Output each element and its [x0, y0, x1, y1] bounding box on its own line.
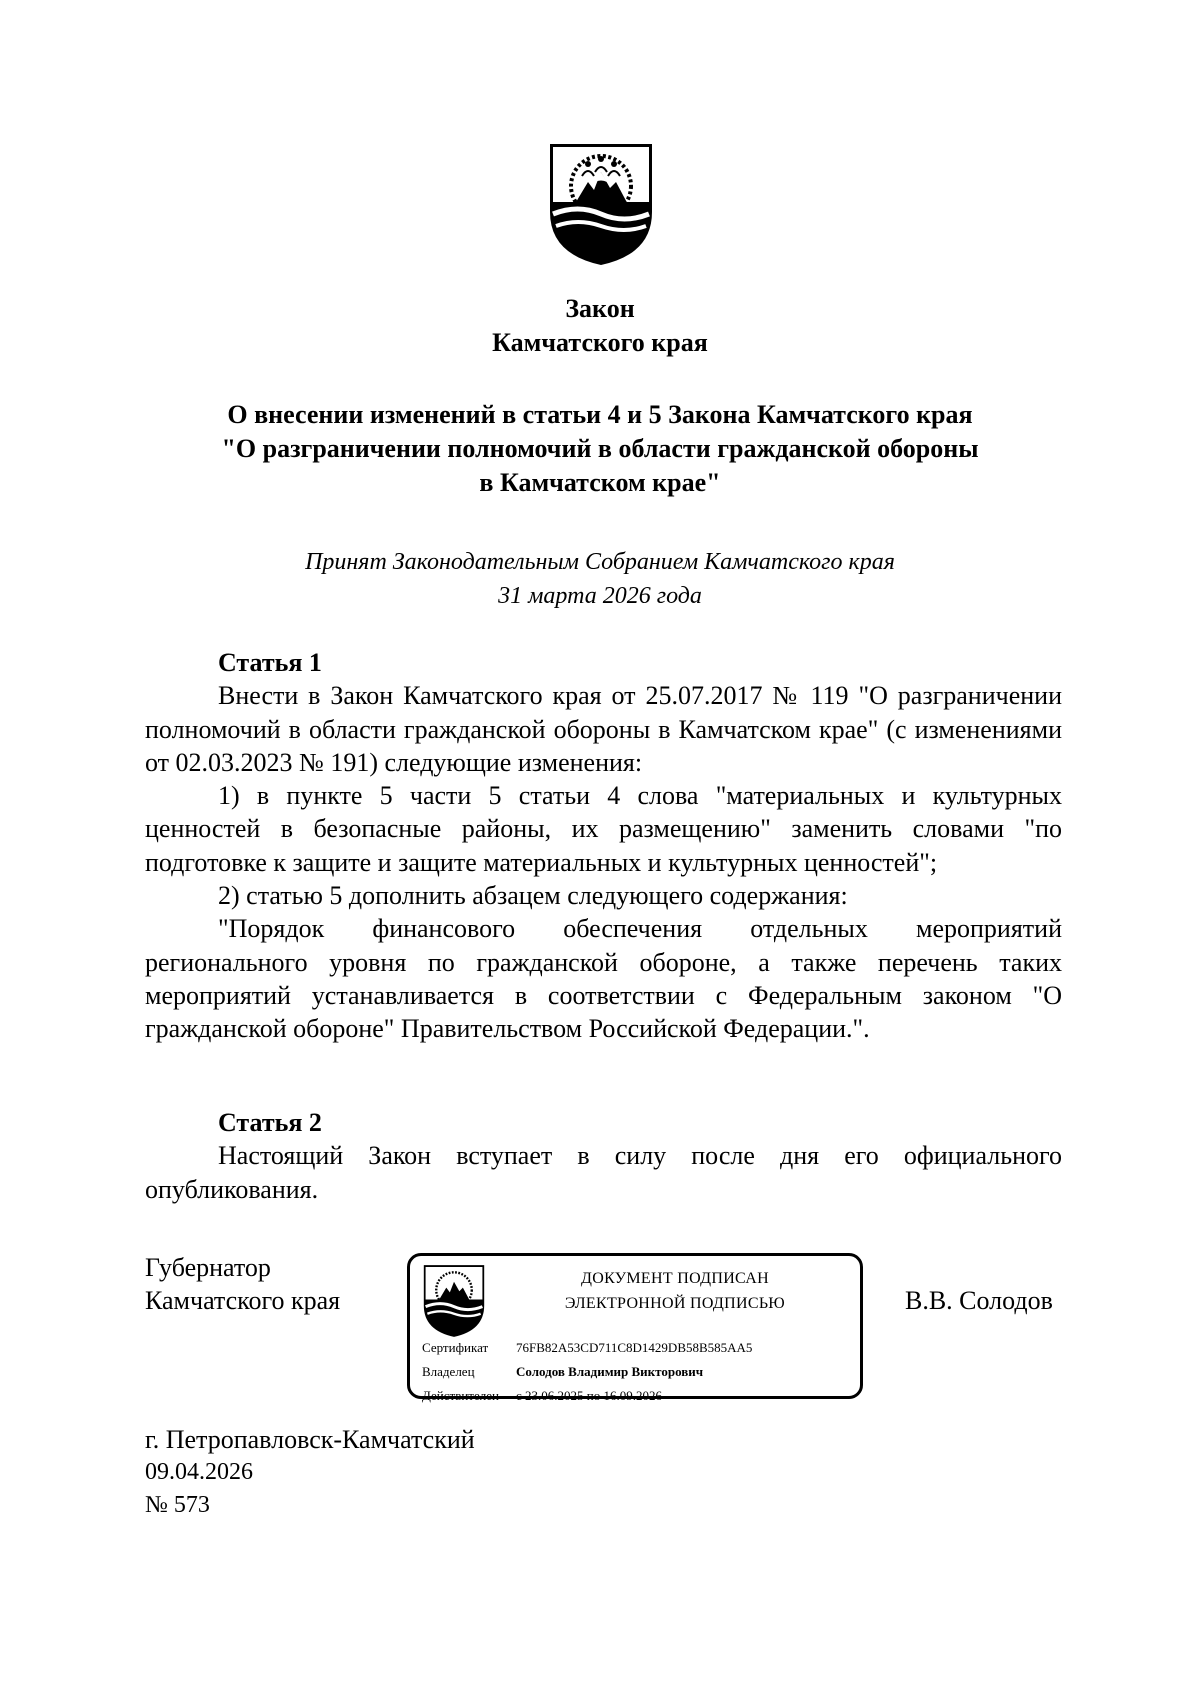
- law-date: 09.04.2026: [145, 1459, 253, 1485]
- article-2-heading: Статья 2: [218, 1108, 322, 1137]
- stamp-validity: Действителен с 23.06.2025 по 16.09.2026: [422, 1388, 662, 1403]
- article-1-item-2: 2) статью 5 дополнить абзацем следующего содержания:: [218, 881, 848, 911]
- electronic-signature-stamp: [407, 1253, 863, 1403]
- place-date-number: [145, 1423, 475, 1522]
- signer-name: В.В. Солодов: [905, 1286, 1053, 1315]
- stamp-certificate: Сертификат 76FB82A53CD711C8D1429DB58B585AA5: [422, 1340, 753, 1355]
- city: г. Петропавловск-Камчатский: [145, 1425, 475, 1454]
- law-number: № 573: [145, 1492, 210, 1518]
- article-1-heading: Статья 1: [218, 648, 322, 677]
- article-1-quote: "Порядок финансового обеспечения отдельных мероприятий регионального уровня по гражданской обороне, а также перечень таких мероприятий устанавливается в соответствии с Федеральным законом "О гражданской обороне" Правительством Российской Федерации.".: [145, 914, 1062, 1044]
- law-subject: О внесении изменений в статьи 4 и 5 Закона Камчатского края "О разграничении полномочий в области гражданской обороны в Камчатском крае": [221, 400, 979, 497]
- law-title: Закон Камчатского края: [492, 294, 708, 357]
- stamp-heading: ДОКУМЕНТ ПОДПИСАН ЭЛЕКТРОННОЙ ПОДПИСЬЮ: [564, 1270, 786, 1312]
- coat-of-arms-icon: [548, 142, 654, 267]
- article-1-item-1: 1) в пункте 5 части 5 статьи 4 слова "материальных и культурных ценностей в безопасные районы, их размещению" заменить словами "по подготовке к защите и защите материальных и культурных ценностей";: [145, 781, 1062, 877]
- stamp-owner: Владелец Солодов Владимир Викторович: [422, 1364, 704, 1379]
- article-1-intro: Внести в Закон Камчатского края от 25.07.2017 № 119 "О разграничении полномочий в области гражданской обороны в Камчатском крае" (с изменениями от 02.03.2023 № 191) следующие изменения:: [145, 681, 1062, 777]
- signer-position: Губернатор Камчатского края: [145, 1253, 341, 1315]
- article-1: [145, 646, 1062, 1046]
- article-2: [145, 1106, 1062, 1206]
- coat-of-arms-icon: [422, 1264, 486, 1338]
- article-2-text: Настоящий Закон вступает в силу после дня его официального опубликования.: [145, 1141, 1062, 1204]
- adoption-note: Принят Законодательным Собранием Камчатского края 31 марта 2026 года: [305, 549, 895, 609]
